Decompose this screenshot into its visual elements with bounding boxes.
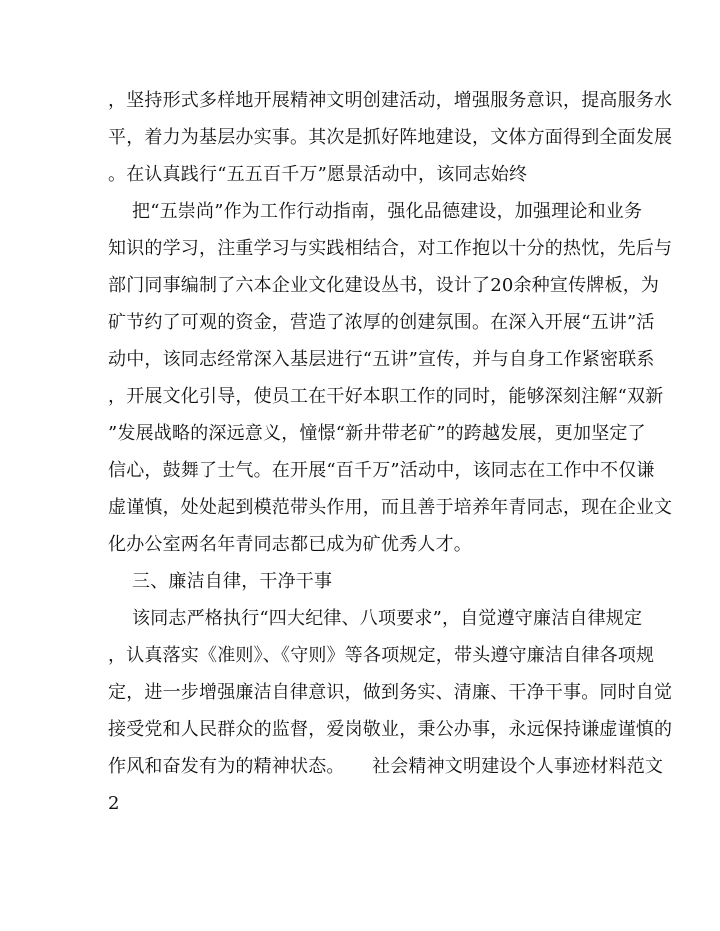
- paragraph-line: 定，进一步增强廉洁自律意识，做到务实、清廉、干净干事。同时自觉: [108, 682, 673, 703]
- paragraph-line: 作风和奋发有为的精神状态。 社会精神文明建设个人事迹材料范文: [108, 756, 664, 777]
- section-heading: 三、廉洁自律，干净干事: [132, 571, 333, 592]
- paragraph-line: 。在认真践行“五五百千万”愿景活动中，该同志始终: [108, 164, 528, 185]
- paragraph-line: 该同志严格执行“四大纪律、八项要求”，自觉遵守廉洁自律规定: [132, 608, 643, 629]
- paragraph-line: ，认真落实《准则》、《守则》等各项规定，带头遵守廉洁自律各项规: [108, 645, 655, 666]
- paragraph-line: ，开展文化引导，使员工在干好本职工作的同时，能够深刻注解“双新: [108, 386, 664, 407]
- paragraph-line: ”发展战略的深远意义，憧憬“新井带老矿”的跨越发展，更加坚定了: [108, 423, 646, 444]
- paragraph-line: 接受党和人民群众的监督，爱岗敬业，秉公办事，永远保持谦虚谨慎的: [108, 719, 673, 740]
- paragraph-line: ，坚持形式多样地开展精神文明创建活动，增强服务意识，提高服务水: [108, 90, 673, 111]
- paragraph-line: 平，着力为基层办实事。其次是抓好阵地建设，文体方面得到全面发展: [108, 127, 673, 148]
- paragraph-line: 动中，该同志经常深入基层进行“五讲”宣传，并与自身工作紧密联系: [108, 349, 655, 370]
- paragraph-line: 虚谨慎，处处起到模范带头作用，而且善于培养年青同志，现在企业文: [108, 497, 673, 518]
- paragraph-line: 化办公室两名年青同志都已成为矿优秀人才。: [108, 534, 472, 555]
- paragraph-line: 矿节约了可观的资金，营造了浓厚的创建氛围。在深入开展“五讲”活: [108, 312, 655, 333]
- paragraph-line: 信心，鼓舞了士气。在开展“百千万”活动中，该同志在工作中不仅谦: [108, 460, 655, 481]
- paragraph-line: 知识的学习，注重学习与实践相结合，对工作抱以十分的热忱，先后与: [108, 238, 673, 259]
- paragraph-line: 把“五崇尚”作为工作行动指南，强化品德建设，加强理论和业务: [132, 201, 643, 222]
- page-number: 2: [108, 793, 120, 814]
- paragraph-line: 部门同事编制了六本企业文化建设丛书，设计了20余种宣传牌板，为: [108, 275, 660, 296]
